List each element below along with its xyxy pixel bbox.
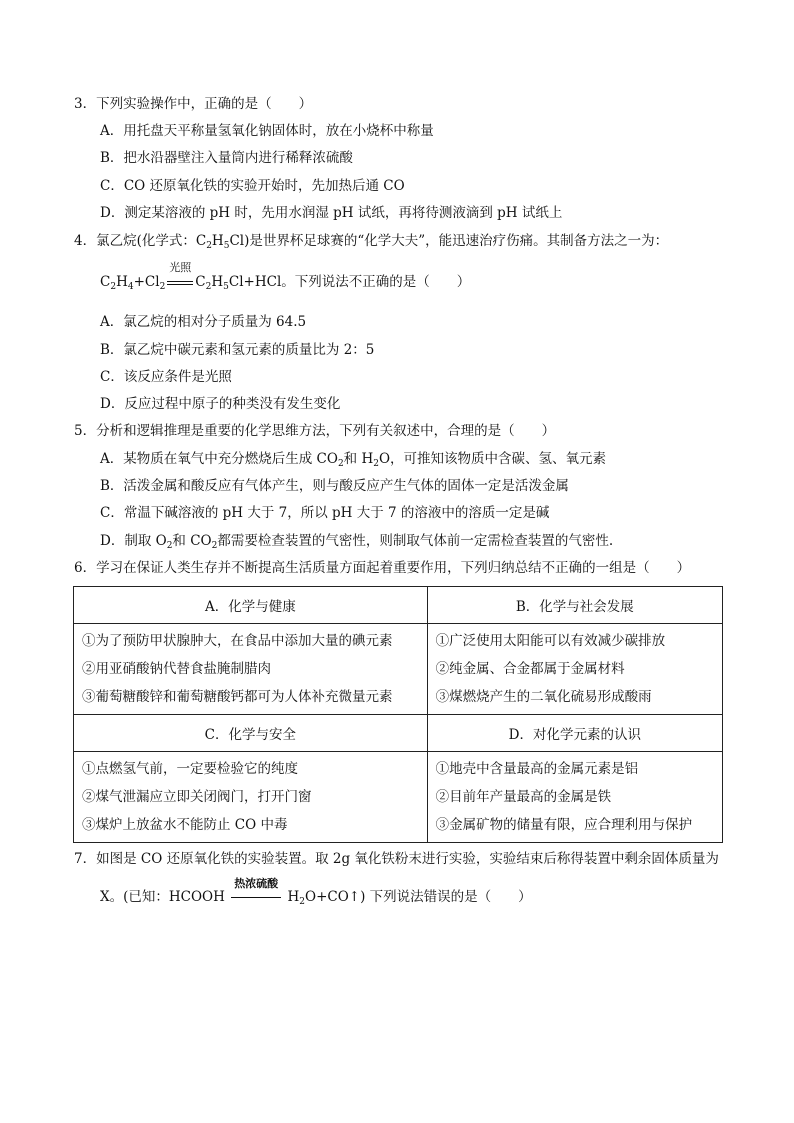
cell-b-item-3: ③煤燃烧产生的二氧化硫易形成酸雨	[435, 689, 652, 705]
cell-a-body	[74, 624, 428, 715]
q4-option-c: C．该反应条件是光照	[100, 369, 232, 385]
q4-option-a: A．氯乙烷的相对分子质量为 64.5	[100, 314, 307, 330]
q5-option-a: A．某物质在氧气中充分燃烧后生成 $CO_2$和 $H_2O$，可推知该物质中含碳、氢、氧元素	[100, 451, 607, 469]
q6-table	[73, 586, 723, 843]
cell-d-item-3: ③金属矿物的储量有限，应合理利用与保护	[435, 817, 693, 833]
q3-option-a: A．用托盘天平称量氢氧化钠固体时，放在小烧杯中称量	[100, 123, 434, 139]
q4-option-b: B．氯乙烷中碳元素和氢元素的质量比为 2：5	[100, 342, 375, 358]
q3-option-c: C．CO 还原氧化铁的实验开始时，先加热后通 CO	[100, 178, 405, 194]
cell-c-item-3: ③煤炉上放盆水不能防止 CO 中毒	[82, 817, 288, 833]
reaction-condition-7: 热浓硫酸	[231, 887, 281, 907]
cell-d-item-2: ②目前年产量最高的金属是铁	[435, 789, 612, 805]
q5-option-b: B．活泼金属和酸反应有气体产生，则与酸反应产生气体的固体一定是活泼金属	[100, 478, 569, 494]
cell-c-title: C．化学与安全	[74, 715, 428, 752]
cell-d-item-1: ①地壳中含量最高的金属元素是铝	[435, 761, 639, 777]
q6-stem: 6．学习在保证人类生存并不断提高生活质量方面起着重要作用，下列归纳总结不正确的一组是（ ）	[74, 560, 691, 576]
q7-line-2: X。(已知：HCOOH 热浓硫酸 $H_2O+CO↑$) 下列说法错误的是（ ）	[100, 877, 532, 907]
q4-equation: $C_2H_4+Cl_2$ 光照 $C_2H_5Cl+HCl$。下列说法不正确的是（ ）	[100, 261, 471, 292]
q4-option-d: D．反应过程中原子的种类没有发生变化	[100, 396, 341, 412]
q7-line-1: 7．如图是 CO 还原氧化铁的实验装置。取 2g 氧化铁粉末进行实验，实验结束后称得装置中剩余固体质量为	[74, 851, 719, 867]
cell-b-body	[427, 624, 722, 715]
cell-a-item-3: ③葡萄糖酸锌和葡萄糖酸钙都可为人体补充微量元素	[82, 689, 393, 705]
q3-stem: 3．下列实验操作中，正确的是（ ）	[74, 96, 313, 112]
cell-b-title: B．化学与社会发展	[427, 587, 722, 624]
cell-c-item-2: ②煤气泄漏应立即关闭阀门，打开门窗	[82, 789, 312, 805]
cell-c-body	[74, 752, 428, 843]
q3-option-d: D．测定某溶液的 pH 时，先用水润湿 pH 试纸，再将待测液滴到 pH 试纸上	[100, 205, 563, 221]
cell-a-item-1: ①为了预防甲状腺肿大，在食品中添加大量的碘元素	[82, 633, 393, 649]
q4-stem: 4．氯乙烷(化学式：$C_2H_5Cl$)是世界杯足球赛的“化学大夫”，能迅速治疗伤痛。其制备方法之一为：	[74, 233, 669, 251]
q5-option-d: D．制取 $O_2$和 $CO_2$都需要检查装置的气密性，则制取气体前一定需检查装置的气密性.	[100, 533, 614, 551]
reaction-condition: 光照	[167, 272, 193, 292]
cell-d-title: D．对化学元素的认识	[427, 715, 722, 752]
cell-a-item-2: ②用亚硝酸钠代替食盐腌制腊肉	[82, 661, 271, 677]
cell-b-item-1: ①广泛使用太阳能可以有效减少碳排放	[435, 633, 666, 649]
cell-b-item-2: ②纯金属、合金都属于金属材料	[435, 661, 625, 677]
q5-option-c: C．常温下碱溶液的 pH 大于 7，所以 pH 大于 7 的溶液中的溶质一定是碱	[100, 505, 550, 521]
q3-option-b: B．把水沿器壁注入量筒内进行稀释浓硫酸	[100, 150, 353, 166]
cell-a-title: A．化学与健康	[74, 587, 428, 624]
cell-d-body	[427, 752, 722, 843]
cell-c-item-1: ①点燃氢气前，一定要检验它的纯度	[82, 761, 298, 777]
q5-stem: 5．分析和逻辑推理是重要的化学思维方法，下列有关叙述中，合理的是（ ）	[74, 423, 556, 439]
